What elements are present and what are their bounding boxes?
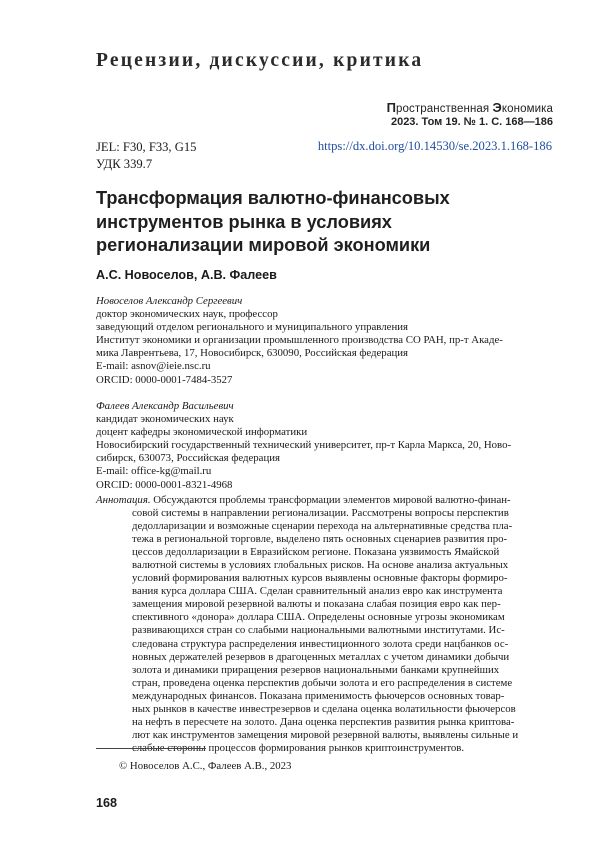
abstract-label: Аннотация. [96, 494, 151, 506]
abstract-line: слабые стороны процессов формирования рынков криптоинструментов. [132, 741, 465, 754]
author-orcid: ORCID: 0000-0001-7484-3527 [96, 373, 233, 386]
author-degree: кандидат экономических наук [96, 413, 234, 426]
article-title-line: Трансформация валютно-финансовых [96, 188, 450, 208]
journal-name-cap-2: Э [492, 100, 502, 115]
author-position: заведующий отделом регионального и муниципального управления [96, 321, 408, 334]
abstract-line: международных финансов. Показана применимость фьючерсов основных товар- [132, 689, 505, 702]
author-affiliation: сибирск, 630073, Российская федерация [96, 452, 280, 465]
author-degree: доктор экономических наук, профессор [96, 308, 278, 321]
author-name: Фалеев Александр Васильевич [96, 400, 234, 412]
abstract-line: ных рынков в качестве инвестрезервов и сделана оценка волатильности фьючерсов [132, 702, 516, 715]
classification-codes [96, 139, 196, 173]
journal-name-rest-1: ространственная [396, 103, 493, 115]
author-list: А.С. Новоселов, А.В. Фалеев [96, 268, 277, 282]
author-orcid: ORCID: 0000-0001-8321-4968 [96, 478, 233, 491]
doi-link[interactable]: https://dx.doi.org/10.14530/se.2023.1.168-186 [317, 139, 552, 153]
author-name: Новоселов Александр Сергеевич [96, 295, 243, 307]
journal-issue: 2023. Том 19. № 1. С. 168—186 [390, 116, 553, 128]
section-title: Рецензии, дискуссии, критика [96, 50, 424, 71]
abstract [96, 494, 552, 755]
abstract-line: замещения мировой резервной валюты и показана слабая позиция евро как пер- [132, 598, 501, 611]
article-title-line: регионализации мировой экономики [96, 235, 431, 255]
abstract-line: цессов дедолларизации в Евразийском регионе. Показана уязвимость Ямайской [132, 546, 500, 559]
author-email: E-mail: asnov@ieie.nsc.ru [96, 360, 211, 373]
abstract-line: развивающихся стран со слабыми национальными валютными институтами. Ис- [132, 624, 505, 637]
page-number: 168 [96, 796, 118, 810]
author-affiliation: мика Лаврентьева, 17, Новосибирск, 630090, Российская федерация [96, 347, 409, 360]
abstract-line: спективного «донора» доллара США. Определены основные угрозы экономикам [132, 611, 505, 624]
abstract-line: вания курса доллара США. Сделан сравнительный анализ евро как инструмента [132, 585, 503, 598]
abstract-line: совой системы в направлении регионализации. Рассмотрены вопросы перспектив [132, 507, 509, 520]
abstract-text: Обсуждаются проблемы трансформации элементов мировой валютно-финан- [150, 494, 511, 506]
author-email: E-mail: office-kg@mail.ru [96, 465, 212, 478]
abstract-line: следована структура распределения инвестиционного золота среди нацбанков ос- [132, 637, 509, 650]
journal-name [387, 100, 553, 115]
journal-name-rest-2: кономика [501, 103, 553, 115]
abstract-line: золота и динамики приращения резервов национальными банками крупнейших [132, 663, 500, 676]
copyright-notice: © Новоселов А.С., Фалеев А.В., 2023 [119, 760, 292, 772]
abstract-line: тежа в региональной торговле, выделено пять основных сценариев развития про- [132, 533, 508, 546]
journal-header [387, 100, 553, 128]
author-affiliation: Новосибирский государственный технический университет, пр-т Карла Маркса, 20, Ново- [96, 439, 512, 452]
abstract-line: стран, проведена оценка перспектив добычи золота и его распределения в системе [132, 676, 513, 689]
author-position: доцент кафедры экономической информатики [96, 426, 308, 439]
abstract-line: новных держателей резервов в драгоценных металлах с учетом динамики добычи [132, 650, 510, 663]
author-info-faleev [96, 400, 552, 492]
abstract-line: на нефть в пересчете на золото. Дана оценка перспектив развития рынка криптова- [132, 715, 515, 728]
footnote-divider [96, 748, 206, 749]
abstract-first-line [96, 494, 552, 507]
abstract-line: условий формирования валютных курсов выявлены основные факторы формиро- [132, 572, 508, 585]
author-info-novoselov [96, 295, 552, 387]
article-title [96, 187, 536, 258]
abstract-line: лют как инструментов замещения мировой резервной валюты, выявлены сильные и [132, 728, 519, 741]
journal-name-cap-1: П [386, 100, 397, 115]
abstract-line: дедолларизации и возможные сценарии перехода на альтернативные средства пла- [132, 520, 513, 533]
abstract-line: валютной системы в условиях глобальных рисков. На основе анализа актуальных [132, 559, 509, 572]
article-title-line: инструментов рынка в условиях [96, 211, 392, 232]
author-affiliation: Институт экономики и организации промышленного производства СО РАН, пр-т Акаде- [96, 334, 503, 347]
jel-codes: JEL: F30, F33, G15 [96, 140, 197, 154]
udk-code: УДК 339.7 [96, 157, 153, 171]
